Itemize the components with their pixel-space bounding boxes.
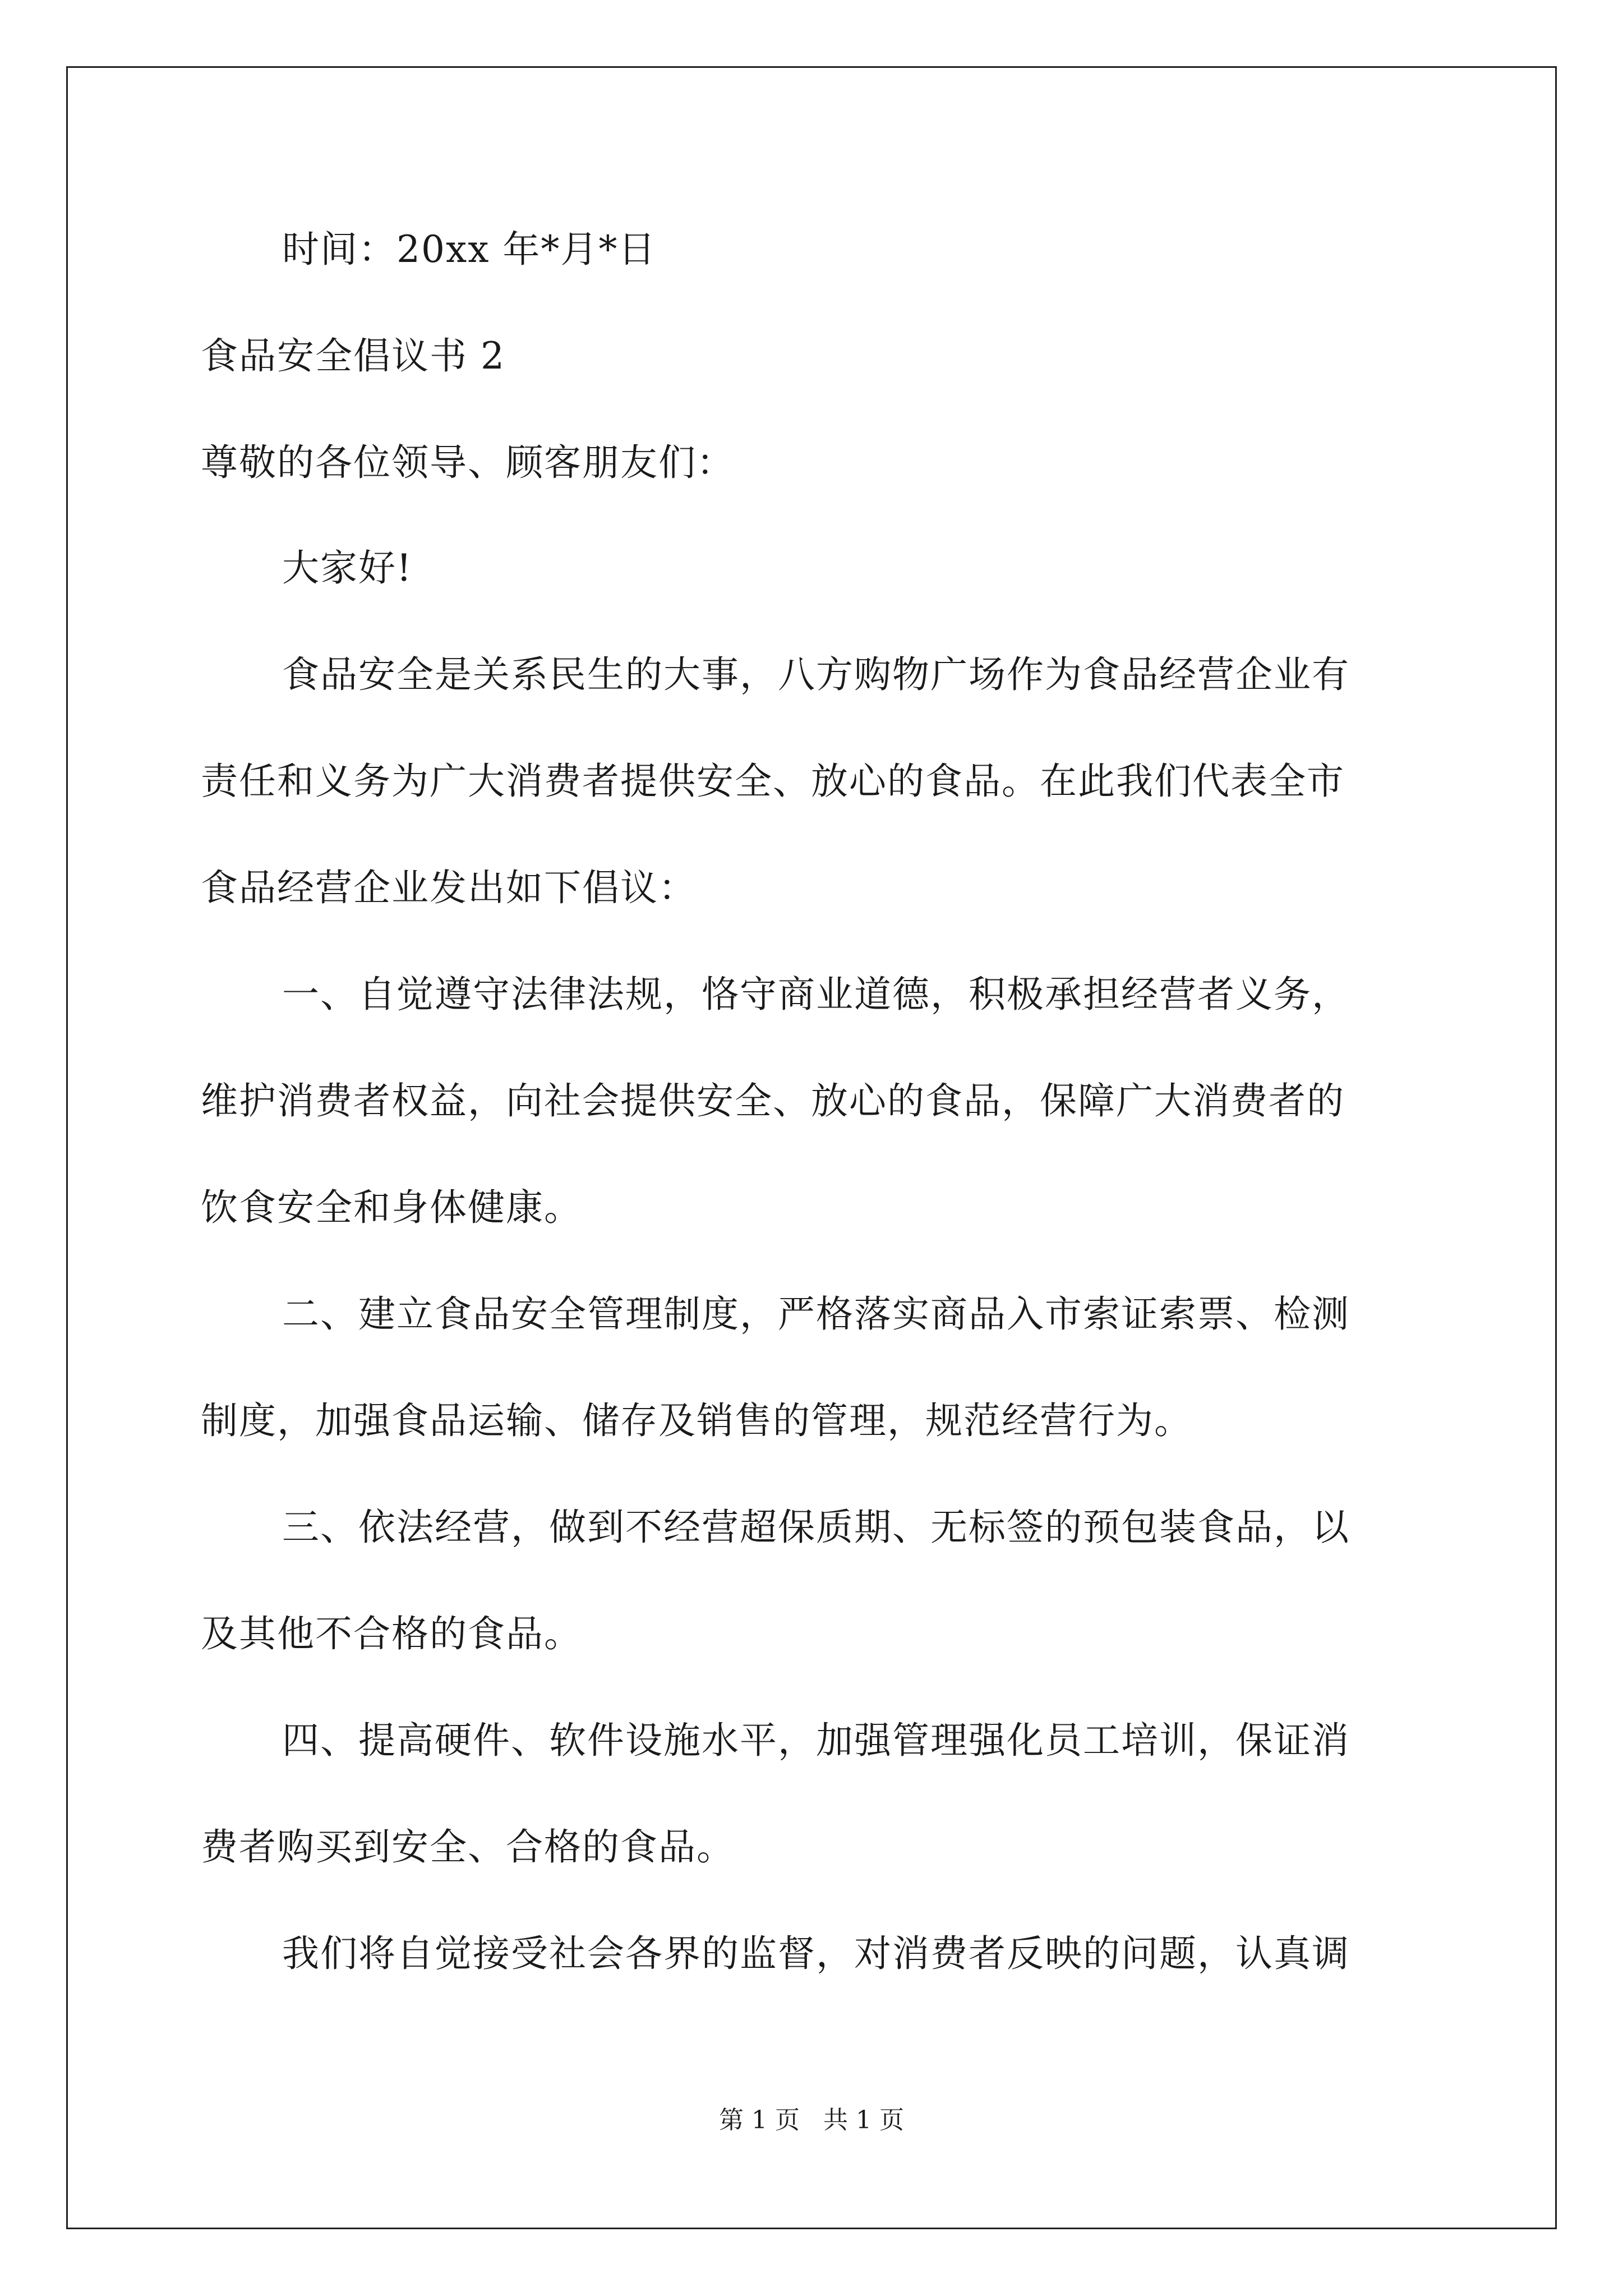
paragraph-line: 一、自觉遵守法律法规，恪守商业道德，积极承担经营者义务， [282, 973, 1350, 1016]
paragraph-line: 饮食安全和身体健康。 [201, 1186, 582, 1229]
paragraph-line: 二、建立食品安全管理制度，严格落实商品入市索证索票、检测 [282, 1292, 1350, 1336]
salutation: 尊敬的各位领导、顾客朋友们： [201, 441, 735, 484]
page-number: 第 1 页 [719, 2106, 800, 2134]
greeting: 大家好! [282, 546, 413, 590]
paragraph-line: 食品经营企业发出如下倡议： [201, 866, 697, 909]
page-border [66, 66, 1557, 2229]
paragraph-line: 制度，加强食品运输、储存及销售的管理，规范经营行为。 [201, 1399, 1192, 1442]
paragraph-line: 我们将自觉接受社会各界的监督，对消费者反映的问题，认真调 [282, 1932, 1350, 1975]
document-title: 食品安全倡议书 2 [201, 334, 505, 378]
paragraph-line: 责任和义务为广大消费者提供安全、放心的食品。在此我们代表全市 [201, 760, 1345, 803]
paragraph-line: 维护消费者权益，向社会提供安全、放心的食品，保障广大消费者的 [201, 1079, 1345, 1122]
paragraph-line: 四、提高硬件、软件设施水平，加强管理强化员工培训，保证消 [282, 1719, 1350, 1762]
page-total: 共 1 页 [823, 2106, 904, 2134]
paragraph-line: 费者购买到安全、合格的食品。 [201, 1825, 735, 1869]
paragraph-line: 食品安全是关系民生的大事，八方购物广场作为食品经营企业有 [282, 653, 1350, 696]
date-line: 时间：20xx 年*月*日 [282, 228, 657, 271]
page-footer [0, 2104, 1623, 2137]
paragraph-line: 及其他不合格的食品。 [201, 1612, 582, 1655]
paragraph-line: 三、依法经营，做到不经营超保质期、无标签的预包装食品，以 [282, 1506, 1350, 1549]
